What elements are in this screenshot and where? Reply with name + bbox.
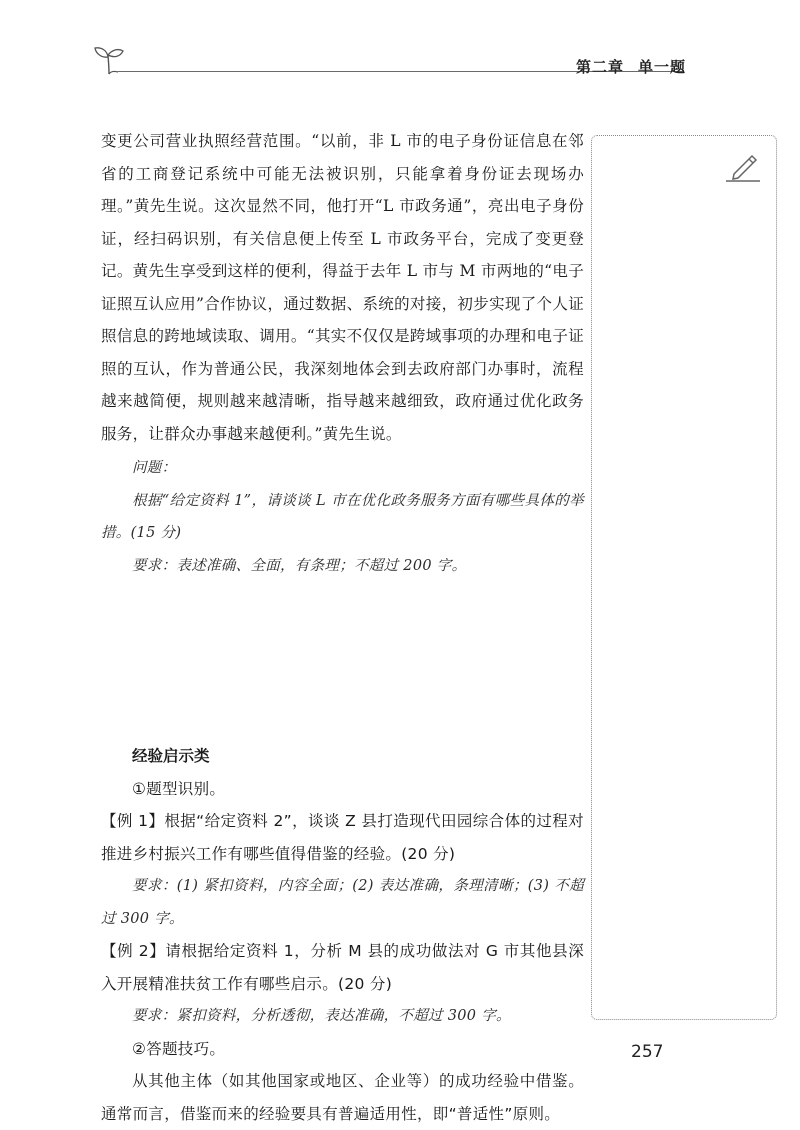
page-content [101,125,584,1130]
example-two: 【例 2】请根据给定资料 1，分析 M 县的成功做法对 G 市其他县深入开展精准扶贫工作有哪些启示。(20 分) [101,942,584,993]
example-two-requirement: 要求：紧扣资料，分析透彻，表达准确，不超过 300 字。 [132,1008,511,1024]
running-header [576,56,686,77]
page-number: 257 [631,1042,664,1062]
header-rule [118,71,566,72]
question-label: 问题： [132,460,177,476]
chapter-label: 第二章 [576,58,625,76]
answer-space [101,582,584,740]
step-one: ①题型识别。 [132,779,226,798]
answer-tip: 从其他主体（如其他国家或地区、企业等）的成功经验中借鉴。通常而言，借鉴而来的经验要具有普遍适用性，即“普适性”原则。 [101,1072,584,1123]
example-one: 【例 1】根据“给定资料 2”，谈谈 Z 县打造现代田园综合体的过程对推进乡村振兴工作有哪些值得借鉴的经验。(20 分) [101,812,584,863]
section-title: 经验启示类 [132,747,210,765]
example-one-requirement: 要求：(1) 紧扣资料，内容全面；(2) 表达准确，条理清晰；(3) 不超过 300 字。 [101,878,584,927]
section-label: 单一题 [638,58,687,76]
notes-box [591,135,777,1020]
question-requirement: 要求：表述准确、全面，有条理；不超过 200 字。 [132,557,467,574]
body-paragraph: 变更公司营业执照经营范围。“以前，非 L 市的电子身份证信息在邻省的工商登记系统中可能无法被识别，只能拿着身份证去现场办理。”黄先生说。这次显然不同，他打开“L 市政务通”，亮出电子身份证，经扫码识别，有关信息便上传至 L 市政务平台，完成了变更登记。黄先生享受到这样的便利，得益于去年 L 市与 M 市两地的“电子证照互认应用”合作协议，通过数据、系统的对接，初步实现了个人证照信息的跨地域读取、调用。“其实不仅仅是跨域事项的办理和电子证照的互认，作为普通公民，我深刻地体会到去政府部门办事时，流程越来越简便，规则越来越清晰，指导越来越细致，政府通过优化政务服务，让群众办事越来越便利。”黄先生说。 [101,132,584,443]
pencil-icon [722,148,762,184]
question-text: 根据“给定资料 1”，请谈谈 L 市在优化政务服务方面有哪些具体的举措。(15 分) [101,492,584,541]
step-two: ②答题技巧。 [132,1039,226,1058]
